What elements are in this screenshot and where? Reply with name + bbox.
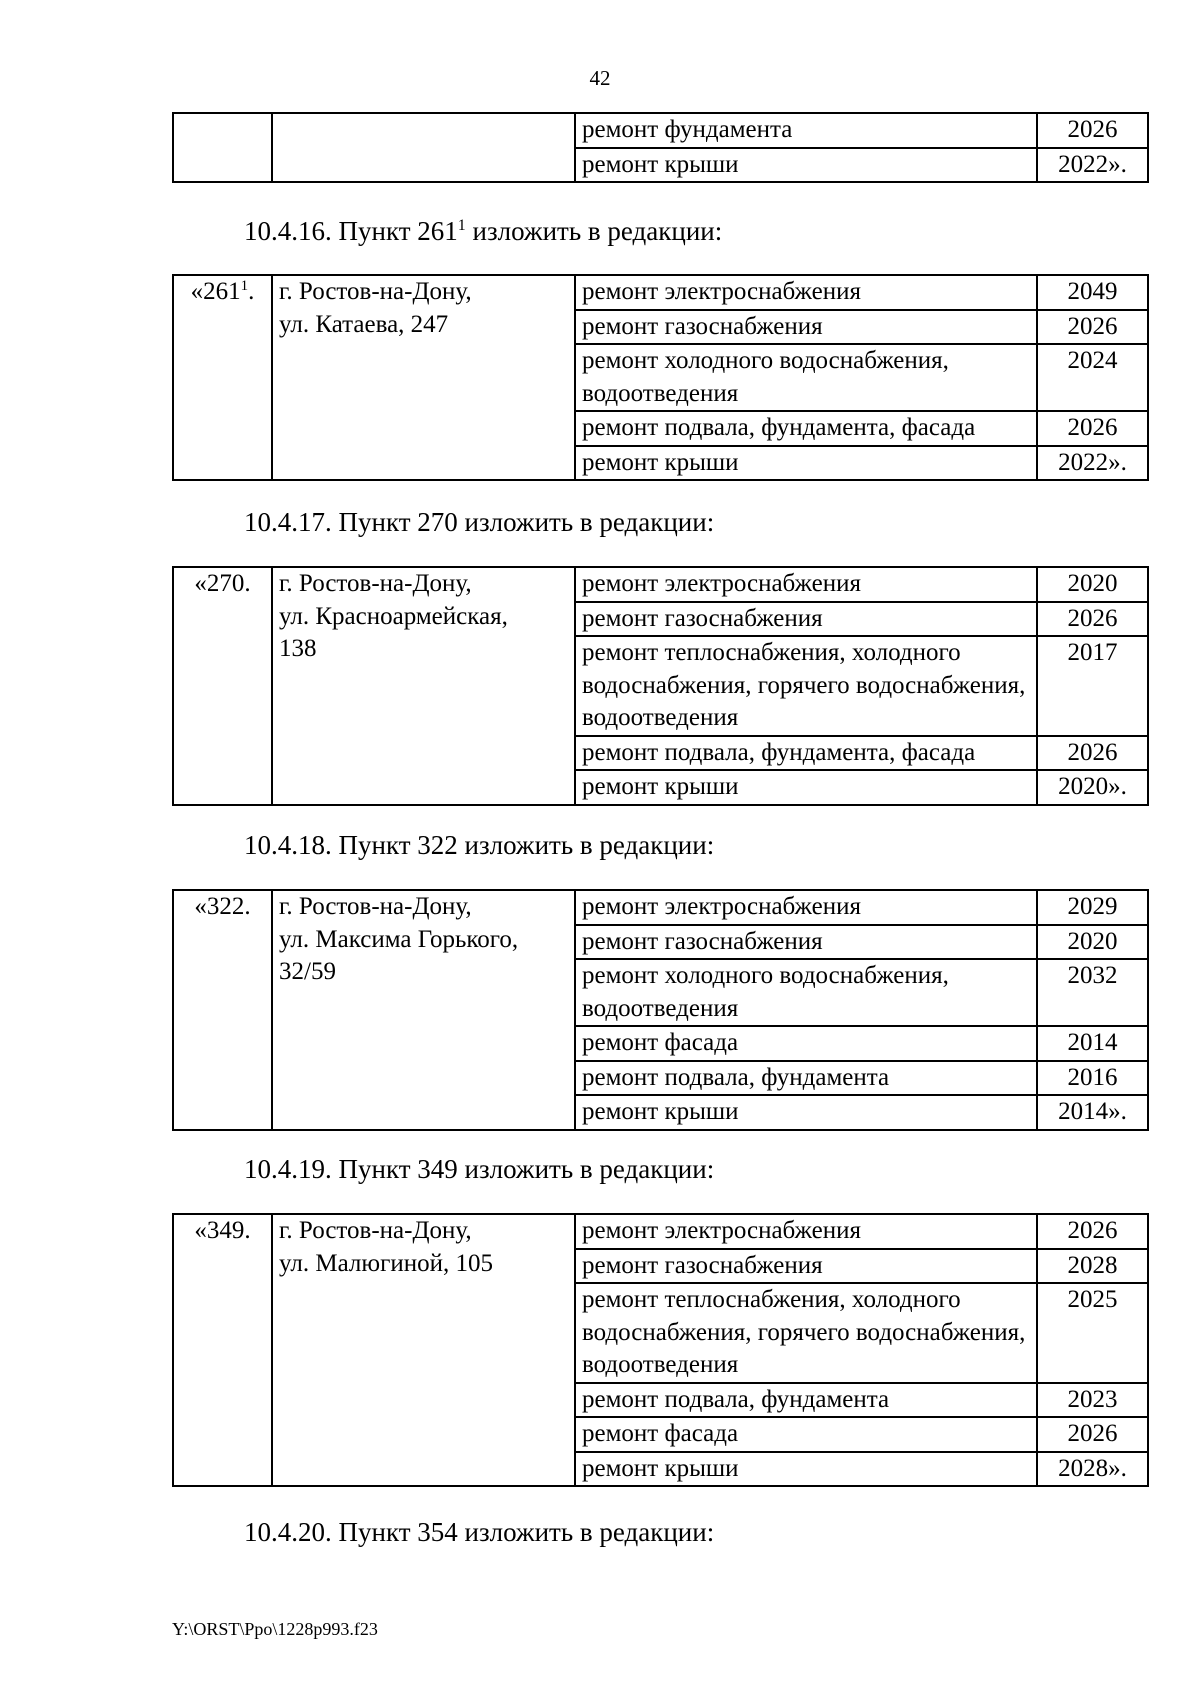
number-cell: «322. bbox=[173, 890, 272, 1130]
year-cell: 2020 bbox=[1037, 567, 1148, 602]
number-cell bbox=[173, 275, 272, 480]
work-cell: ремонт крыши bbox=[575, 446, 1037, 481]
work-cell: ремонт фасада bbox=[575, 1026, 1037, 1061]
year-cell: 2017 bbox=[1037, 636, 1148, 736]
work-cell: ремонт теплоснабжения, холодного водоснабжения, горячего водоснабжения, водоотведения bbox=[575, 1283, 1037, 1383]
address-cell bbox=[272, 113, 575, 182]
address-cell bbox=[272, 890, 575, 1130]
address-line: ул. Катаева, 247 bbox=[279, 310, 449, 338]
work-cell: ремонт подвала, фундамента, фасада bbox=[575, 411, 1037, 446]
table-row bbox=[173, 113, 1148, 148]
work-cell: ремонт крыши bbox=[575, 148, 1037, 183]
number-cell bbox=[173, 113, 272, 182]
heading-text: 10.4.19. Пункт 349 изложить в редакции: bbox=[244, 1154, 715, 1184]
section-heading bbox=[244, 1153, 714, 1185]
work-cell: ремонт электроснабжения bbox=[575, 1214, 1037, 1249]
year-cell: 2024 bbox=[1037, 344, 1148, 411]
year-cell: 2016 bbox=[1037, 1061, 1148, 1096]
work-cell: ремонт подвала, фундамента bbox=[575, 1061, 1037, 1096]
work-cell: ремонт газоснабжения bbox=[575, 310, 1037, 345]
year-cell: 2022». bbox=[1037, 148, 1148, 183]
address-cell bbox=[272, 1214, 575, 1486]
table-row bbox=[173, 275, 1148, 310]
heading-text: 10.4.16. Пункт 261 bbox=[244, 216, 458, 246]
year-cell: 2026 bbox=[1037, 1417, 1148, 1452]
work-cell: ремонт теплоснабжения, холодного водоснабжения, горячего водоснабжения, водоотведения bbox=[575, 636, 1037, 736]
continuation-table bbox=[172, 112, 1149, 183]
number-cell: «349. bbox=[173, 1214, 272, 1486]
address-line: 32/59 bbox=[279, 958, 336, 985]
item-number: «261 bbox=[190, 278, 241, 305]
work-cell: ремонт подвала, фундамента bbox=[575, 1383, 1037, 1418]
work-cell: ремонт фасада bbox=[575, 1417, 1037, 1452]
item-number-tail: . bbox=[248, 278, 255, 305]
work-cell: ремонт электроснабжения bbox=[575, 567, 1037, 602]
address-cell bbox=[272, 275, 575, 480]
address-line: ул. Максима Горького, bbox=[279, 925, 519, 953]
address-line: г. Ростов-на-Дону, bbox=[279, 1217, 472, 1244]
year-cell: 2032 bbox=[1037, 959, 1148, 1026]
section-table bbox=[172, 566, 1149, 806]
year-cell: 2022». bbox=[1037, 446, 1148, 481]
table-row bbox=[173, 567, 1148, 602]
address-cell bbox=[272, 567, 575, 805]
section-heading bbox=[244, 215, 722, 252]
year-cell: 2020 bbox=[1037, 925, 1148, 960]
work-cell: ремонт газоснабжения bbox=[575, 925, 1037, 960]
address-line: 138 bbox=[279, 635, 317, 662]
table-row bbox=[173, 890, 1148, 925]
year-cell: 2026 bbox=[1037, 113, 1148, 148]
heading-text: 10.4.18. Пункт 322 изложить в редакции: bbox=[244, 830, 715, 860]
address-line: г. Ростов-на-Дону, bbox=[279, 893, 472, 920]
section-table bbox=[172, 274, 1149, 481]
year-cell: 2028 bbox=[1037, 1249, 1148, 1284]
section-heading bbox=[244, 506, 714, 538]
file-path-footer: Y:\ORST\Ppo\1228p993.f23 bbox=[172, 1619, 378, 1639]
table-row bbox=[173, 1214, 1148, 1249]
section-heading: 10.4.20. Пункт 354 изложить в редакции: bbox=[244, 1517, 715, 1547]
year-cell: 2020». bbox=[1037, 770, 1148, 805]
number-cell: «270. bbox=[173, 567, 272, 805]
year-cell: 2014 bbox=[1037, 1026, 1148, 1061]
heading-text-tail: изложить в редакции: bbox=[465, 216, 723, 246]
work-cell: ремонт крыши bbox=[575, 770, 1037, 805]
work-cell: ремонт крыши bbox=[575, 1452, 1037, 1487]
heading-text: 10.4.17. Пункт 270 изложить в редакции: bbox=[244, 507, 715, 537]
year-cell: 2023 bbox=[1037, 1383, 1148, 1418]
year-cell: 2029 bbox=[1037, 890, 1148, 925]
heading-superscript: 1 bbox=[457, 217, 466, 234]
address-line: г. Ростов-на-Дону, bbox=[279, 278, 472, 305]
year-cell: 2026 bbox=[1037, 602, 1148, 637]
page-number: 42 bbox=[589, 66, 611, 90]
work-cell: ремонт электроснабжения bbox=[575, 890, 1037, 925]
year-cell: 2049 bbox=[1037, 275, 1148, 310]
address-line: ул. Малюгиной, 105 bbox=[279, 1249, 493, 1277]
work-cell: ремонт подвала, фундамента, фасада bbox=[575, 736, 1037, 771]
work-cell: ремонт газоснабжения bbox=[575, 602, 1037, 637]
section-heading bbox=[244, 829, 714, 861]
work-cell: ремонт фундамента bbox=[575, 113, 1037, 148]
year-cell: 2026 bbox=[1037, 310, 1148, 345]
work-cell: ремонт газоснабжения bbox=[575, 1249, 1037, 1284]
address-line: г. Ростов-на-Дону, bbox=[279, 570, 472, 597]
work-cell: ремонт холодного водоснабжения, водоотведения bbox=[575, 344, 1037, 411]
year-cell: 2026 bbox=[1037, 411, 1148, 446]
year-cell: 2026 bbox=[1037, 736, 1148, 771]
year-cell: 2014». bbox=[1037, 1095, 1148, 1130]
section-table bbox=[172, 889, 1149, 1131]
year-cell: 2028». bbox=[1037, 1452, 1148, 1487]
section-table bbox=[172, 1213, 1149, 1487]
item-number-superscript: 1 bbox=[240, 278, 249, 294]
year-cell: 2026 bbox=[1037, 1214, 1148, 1249]
work-cell: ремонт крыши bbox=[575, 1095, 1037, 1130]
address-line: ул. Красноармейская, bbox=[279, 602, 508, 630]
work-cell: ремонт электроснабжения bbox=[575, 275, 1037, 310]
year-cell: 2025 bbox=[1037, 1283, 1148, 1383]
work-cell: ремонт холодного водоснабжения, водоотведения bbox=[575, 959, 1037, 1026]
